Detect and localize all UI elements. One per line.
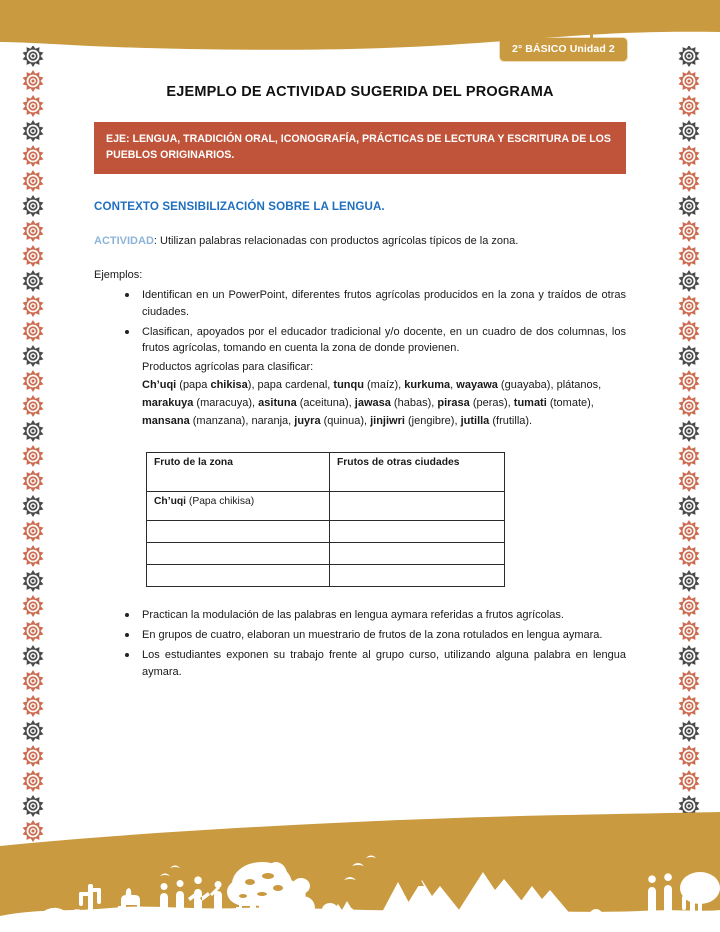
border-motif-icon [22, 446, 44, 471]
bullet-text: Identifican en un PowerPoint, diferentes frutos agrícolas producidos en la zona y traídos de otras ciudades. [142, 289, 626, 319]
border-motif-icon [678, 321, 700, 346]
border-motif-icon [678, 346, 700, 371]
border-motif-icon [22, 46, 44, 71]
list-item [142, 287, 626, 320]
table-cell-fruto-zona[interactable] [147, 492, 330, 521]
border-motif-icon [678, 496, 700, 521]
table-header-cell: Frutos de otras ciudades [330, 453, 505, 492]
border-motif-icon [22, 96, 44, 121]
border-motif-icon [678, 371, 700, 396]
border-motif-icon [22, 621, 44, 646]
border-motif-icon [678, 396, 700, 421]
examples-label: Ejemplos: [94, 269, 143, 282]
table-header-cell: Fruto de la zona [147, 453, 330, 492]
table-cell-otras-ciudades[interactable] [330, 543, 505, 565]
page-title: EJEMPLO DE ACTIVIDAD SUGERIDA DEL PROGRAMA [166, 84, 554, 100]
table-row[interactable] [147, 521, 505, 543]
border-motif-icon [22, 396, 44, 421]
border-motif-icon [22, 221, 44, 246]
border-motif-icon [22, 496, 44, 521]
border-motif-icon [678, 296, 700, 321]
bullet-text: Los estudiantes exponen su trabajo frente al grupo curso, utilizando alguna palabra en lengua aymara. [142, 648, 626, 678]
border-motif-icon [678, 171, 700, 196]
border-motif-icon [678, 146, 700, 171]
border-motif-icon [678, 246, 700, 271]
activity-line [94, 233, 626, 250]
border-motif-icon [678, 446, 700, 471]
document-content [94, 84, 626, 683]
border-motif-icon [22, 421, 44, 446]
border-motif-icon [678, 696, 700, 721]
border-motif-icon [22, 546, 44, 571]
border-motif-icon [22, 471, 44, 496]
unit-badge: 2° BÁSICO Unidad 2 [500, 38, 627, 61]
eje-banner: EJE: LENGUA, TRADICIÓN ORAL, ICONOGRAFÍA, PRÁCTICAS DE LECTURA Y ESCRITURA DE LOS PUEBLOS ORIGINARIOS. [94, 122, 626, 174]
border-motif-icon [678, 196, 700, 221]
border-motif-icon [678, 71, 700, 96]
context-heading: CONTEXTO SENSIBILIZACIÓN SOBRE LA LENGUA. [94, 199, 385, 213]
list-item [142, 607, 626, 624]
footer-landscape-band [0, 812, 720, 932]
table-cell-fruto-zona[interactable] [147, 565, 330, 587]
border-motif-icon [22, 271, 44, 296]
border-motif-icon [678, 271, 700, 296]
border-motif-icon [22, 71, 44, 96]
table-row[interactable] [147, 565, 505, 587]
border-motif-icon [22, 521, 44, 546]
top-bullet-list [94, 287, 626, 430]
bullet-text: Clasifican, apoyados por el educador tradicional y/o docente, en un cuadro de dos columnas, los frutos agrícolas, tomando en cuenta la zona de donde provienen. [142, 325, 626, 355]
products-line-3: mansana (manzana), naranja, juyra (quinua), jinjiwri (jengibre), jutilla (frutilla). [142, 415, 533, 428]
list-item [142, 627, 626, 644]
border-motif-icon [22, 671, 44, 696]
bottom-bullet-list [94, 607, 626, 680]
border-motif-icon [678, 96, 700, 121]
bullet-text: En grupos de cuatro, elaboran un muestrario de frutos de la zona rotulados en lengua aymara. [142, 629, 603, 642]
border-motif-icon [678, 121, 700, 146]
table-cell-fruto-zona[interactable] [147, 543, 330, 565]
border-motif-icon [22, 146, 44, 171]
border-motif-icon [678, 621, 700, 646]
border-motif-icon [678, 746, 700, 771]
border-motif-icon [22, 596, 44, 621]
table-cell-otras-ciudades[interactable] [330, 492, 505, 521]
border-motif-icon [22, 696, 44, 721]
border-motif-icon [22, 721, 44, 746]
border-motif-icon [22, 371, 44, 396]
border-motif-icon [22, 296, 44, 321]
border-motif-icon [678, 771, 700, 796]
cell-term: Ch’uqi [154, 496, 187, 508]
classification-table [146, 452, 505, 587]
border-motif-icon [678, 471, 700, 496]
border-motif-icon [678, 421, 700, 446]
table-row[interactable] [147, 492, 505, 521]
list-item [142, 647, 626, 680]
left-decorative-border [18, 46, 48, 846]
table-cell-otras-ciudades[interactable] [330, 521, 505, 543]
border-motif-icon [22, 771, 44, 796]
border-motif-icon [678, 596, 700, 621]
border-motif-icon [22, 746, 44, 771]
border-motif-icon [22, 121, 44, 146]
table-header-row [147, 453, 505, 492]
border-motif-icon [22, 196, 44, 221]
list-item [142, 324, 626, 431]
right-decorative-border [674, 46, 704, 846]
table-row[interactable] [147, 543, 505, 565]
products-intro: Productos agrícolas para clasificar: [142, 361, 314, 374]
border-motif-icon [22, 571, 44, 596]
border-motif-icon [678, 646, 700, 671]
cell-gloss: (Papa chikisa) [186, 496, 255, 508]
border-motif-icon [678, 221, 700, 246]
border-motif-icon [22, 321, 44, 346]
border-motif-icon [678, 721, 700, 746]
table-cell-fruto-zona[interactable] [147, 521, 330, 543]
products-line-1: Ch’uqi (papa chikisa), papa cardenal, tunqu (maíz), kurkuma, wayawa (guayaba), plátanos, [142, 378, 602, 391]
border-motif-icon [22, 346, 44, 371]
border-motif-icon [678, 671, 700, 696]
border-motif-icon [678, 46, 700, 71]
border-motif-icon [22, 246, 44, 271]
border-motif-icon [678, 521, 700, 546]
table-cell-otras-ciudades[interactable] [330, 565, 505, 587]
border-motif-icon [22, 646, 44, 671]
bullet-text: Practican la modulación de las palabras en lengua aymara referidas a frutos agrícolas. [142, 609, 564, 622]
border-motif-icon [678, 546, 700, 571]
border-motif-icon [678, 571, 700, 596]
activity-text: : Utilizan palabras relacionadas con productos agrícolas típicos de la zona. [153, 234, 519, 247]
border-motif-icon [22, 171, 44, 196]
activity-label: ACTIVIDAD [94, 234, 154, 247]
products-line-2: marakuya (maracuya), asituna (aceituna), jawasa (habas), pirasa (peras), tumati (tomate), [142, 397, 594, 410]
